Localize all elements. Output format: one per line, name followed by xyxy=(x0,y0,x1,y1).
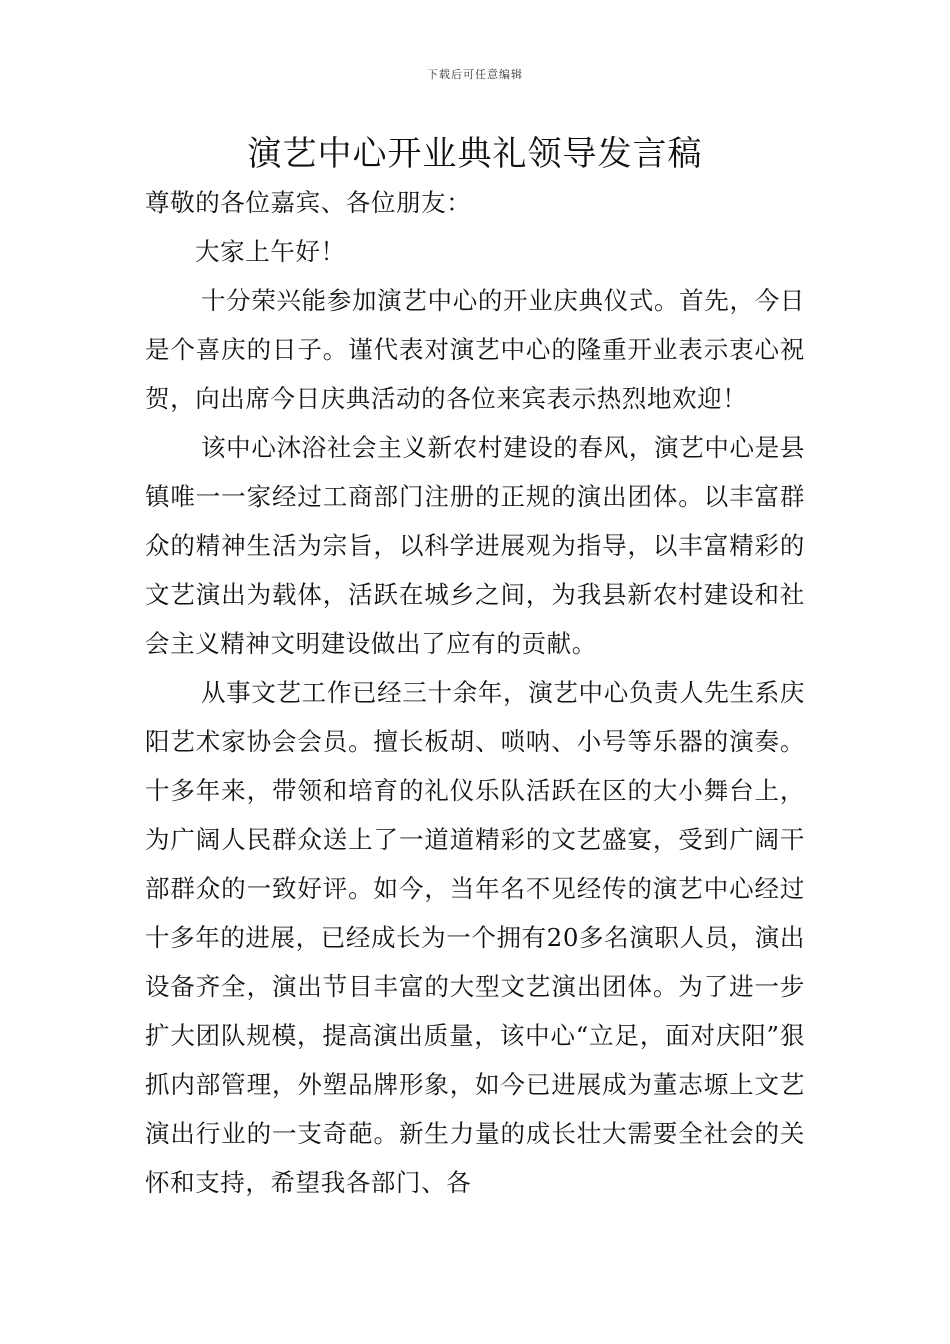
document-title: 演艺中心开业典礼领导发言稿 xyxy=(247,134,703,174)
salutation: 尊敬的各位嘉宾、各位朋友： xyxy=(145,188,472,217)
paragraph-1: 十分荣兴能参加演艺中心的开业庆典仪式。首先，今日是个喜庆的日子。谨代表对演艺中心的隆重开业表示衷心祝贺，向出席今日庆典活动的各位来宾表示热烈地欢迎！ xyxy=(145,286,805,413)
header-note: 下载后可任意编辑 xyxy=(427,68,523,81)
paragraph-3: 从事文艺工作已经三十余年，演艺中心负责人先生系庆阳艺术家协会会员。擅长板胡、唢呐、小号等乐器的演奏。十多年来，带领和培育的礼仪乐队活跃在区的大小舞台上，为广阔人民群众送上了一道道精彩的文艺盛宴，受到广阔干部群众的一致好评。如今，当年名不见经传的演艺中心经过十多年的进展，已经成长为一个拥有20多名演职人员，演出设备齐全，演出节目丰富的大型文艺演出团体。为了进一步扩大团队规模，提高演出质量，该中心“立足，面对庆阳”狠抓内部管理，外塑品牌形象，如今已进展成为董志塬上文艺演出行业的一支奇葩。新生力量的成长壮大需要全社会的关怀和支持，希望我各部门、各 xyxy=(145,678,805,1197)
document-body xyxy=(145,178,805,1207)
greeting: 大家上午好！ xyxy=(195,237,346,266)
paragraph-2: 该中心沐浴社会主义新农村建设的春风，演艺中心是县镇唯一一家经过工商部门注册的正规的演出团体。以丰富群众的精神生活为宗旨，以科学进展观为指导，以丰富精彩的文艺演出为载体，活跃在城乡之间，为我县新农村建设和社会主义精神文明建设做出了应有的贡献。 xyxy=(145,433,805,658)
